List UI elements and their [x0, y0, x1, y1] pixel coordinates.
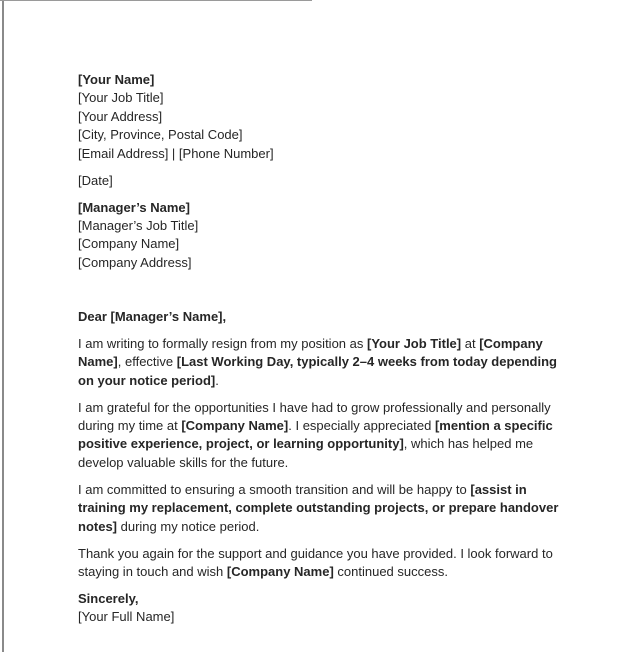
- sender-city-line: [City, Province, Postal Code]: [78, 127, 243, 143]
- date-line: [Date]: [78, 172, 113, 188]
- text-run: . I especially appreciated: [288, 418, 435, 434]
- sender-contact-line: [Email Address] | [Phone Number]: [78, 145, 274, 161]
- text-run: [Company Name]: [226, 564, 334, 580]
- paragraph-gratitude: [78, 399, 570, 473]
- text-run: [Company Name]: [78, 335, 543, 370]
- paragraph-transition: [78, 481, 570, 536]
- text-run: [assist in training my replacement, complete outstanding projects, or prepare handover notes]: [78, 481, 559, 534]
- text-run: [Last Working Day, typically 2–4 weeks from today depending on your notice period]: [78, 354, 557, 388]
- text-run: [Company Name]: [181, 418, 289, 434]
- text-run: at: [461, 335, 480, 351]
- paragraph-thanks: [78, 545, 570, 582]
- recipient-block: [78, 199, 570, 273]
- sender-name: [Your Name]: [78, 72, 155, 87]
- page-left-edge: [2, 0, 4, 652]
- sender-job-title: [Your Job Title]: [78, 90, 164, 106]
- recipient-name: [Manager’s Name]: [78, 199, 190, 215]
- empty-line: [78, 281, 570, 299]
- text-run: , effective: [117, 354, 177, 370]
- closing-block: [78, 590, 570, 627]
- sender-block: [78, 71, 570, 163]
- text-run: I am writing to formally resign from my position as: [78, 335, 367, 351]
- recipient-company: [Company Name]: [78, 236, 180, 252]
- text-run: [mention a specific positive experience, project, or learning opportunity]: [78, 418, 553, 452]
- page-top-edge: [0, 0, 312, 1]
- text-run: .: [215, 372, 219, 388]
- recipient-address: [Company Address]: [78, 254, 192, 270]
- text-run: during my notice period.: [117, 518, 260, 534]
- text-run: [Your Job Title]: [366, 335, 462, 351]
- text-run: Thank you again for the support and guidance you have provided. I look forward to staying in touch and wish: [78, 545, 553, 580]
- text-run: continued success.: [333, 564, 448, 580]
- salutation: Dear [Manager’s Name],: [78, 308, 227, 324]
- closing-sign-off: Sincerely,: [78, 591, 139, 607]
- closing-signature: [Your Full Name]: [78, 609, 175, 625]
- sender-address: [Your Address]: [78, 108, 163, 124]
- resignation-letter-document[interactable]: [78, 71, 570, 635]
- text-run: , which has helped me develop valuable skills for the future.: [78, 436, 534, 470]
- recipient-job-title: [Manager’s Job Title]: [78, 218, 199, 234]
- text-run: I am committed to ensuring a smooth transition and will be happy to: [78, 481, 471, 497]
- paragraph-resignation: [78, 335, 570, 390]
- text-run: I am grateful for the opportunities I have had to grow professionally and personally during my time at: [78, 399, 551, 434]
